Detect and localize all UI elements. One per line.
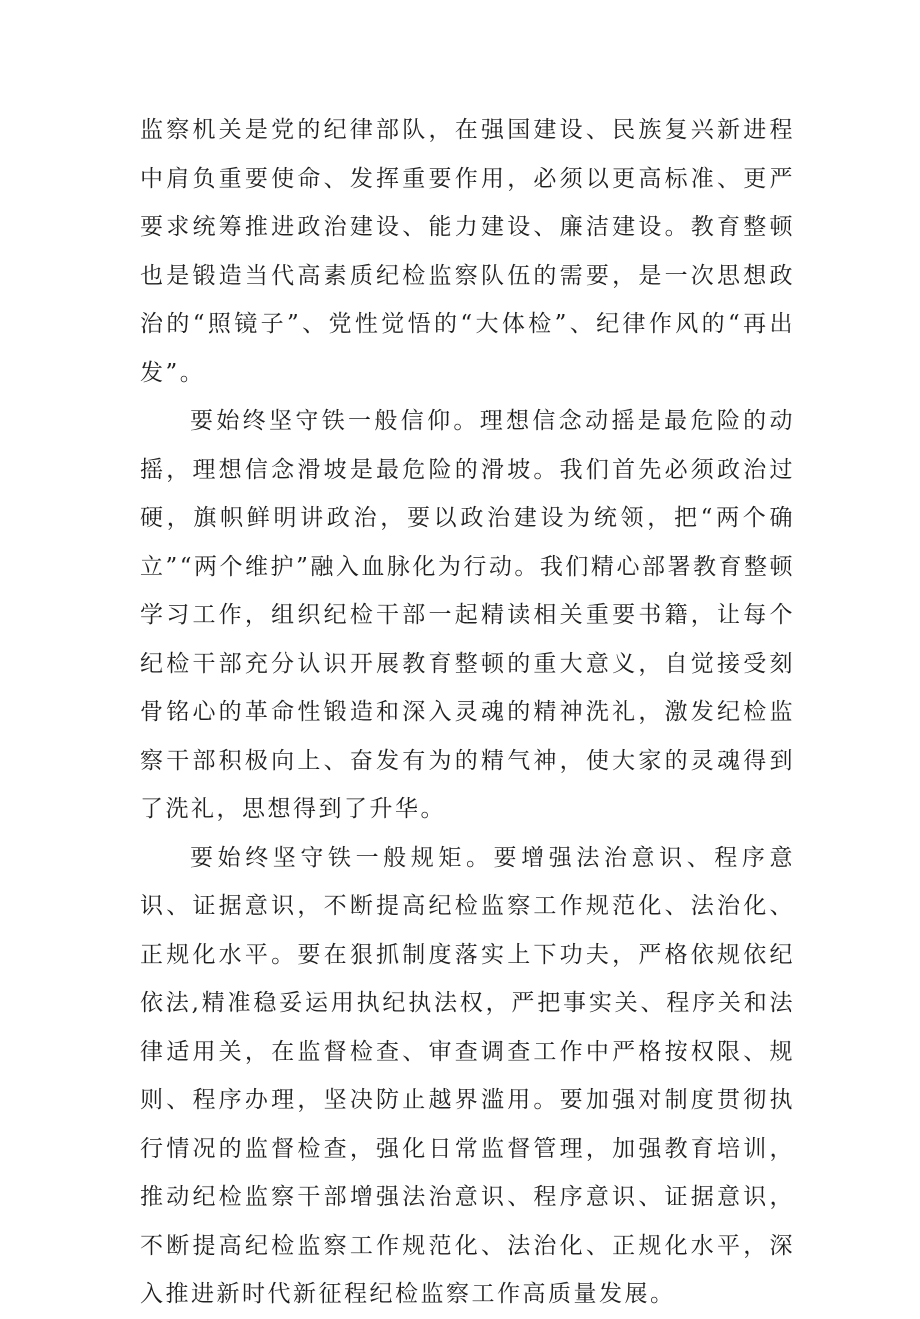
paragraph-2: 要始终坚守铁一般信仰。理想信念动摇是最危险的动摇，理想信念滑坡是最危险的滑坡。我们首先必须政治过硬，旗帜鲜明讲政治，要以政治建设为统领，把“两个确立”“两个维护”融入血脉化为行动。我们精心部署教育整顿学习工作，组织纪检干部一起精读相关重要书籍，让每个纪检干部充分认识开展教育整顿的重大意义，自觉接受刻骨铭心的革命性锻造和深入灵魂的精神洗礼，激发纪检监察干部积极向上、奋发有为的精气神，使大家的灵魂得到了洗礼，思想得到了升华。 xyxy=(140,408,795,822)
paragraph-1: 监察机关是党的纪律部队，在强国建设、民族复兴新进程中肩负重要使命、发挥重要作用，必须以更高标准、更严要求统筹推进政治建设、能力建设、廉洁建设。教育整顿也是锻造当代高素质纪检监察队伍的需要，是一次思想政治的“照镜子”、党性觉悟的“大体检”、纪律作风的“再出发”。 xyxy=(140,117,795,386)
paragraph-3: 要始终坚守铁一般规矩。要增强法治意识、程序意识、证据意识，不断提高纪检监察工作规范化、法治化、正规化水平。要在狠抓制度落实上下功夫，严格依规依纪依法,精准稳妥运用执纪执法权，严把事实关、程序关和法律适用关，在监督检查、审查调查工作中严格按权限、规则、程序办理，坚决防止越界滥用。要加强对制度贯彻执行情况的监督检查，强化日常监督管理，加强教育培训，推动纪检监察干部增强法治意识、程序意识、证据意识，不断提高纪检监察工作规范化、法治化、正规化水平，深入推进新时代新征程纪检监察工作高质量发展。 xyxy=(140,844,795,1307)
document-body xyxy=(140,106,795,1319)
